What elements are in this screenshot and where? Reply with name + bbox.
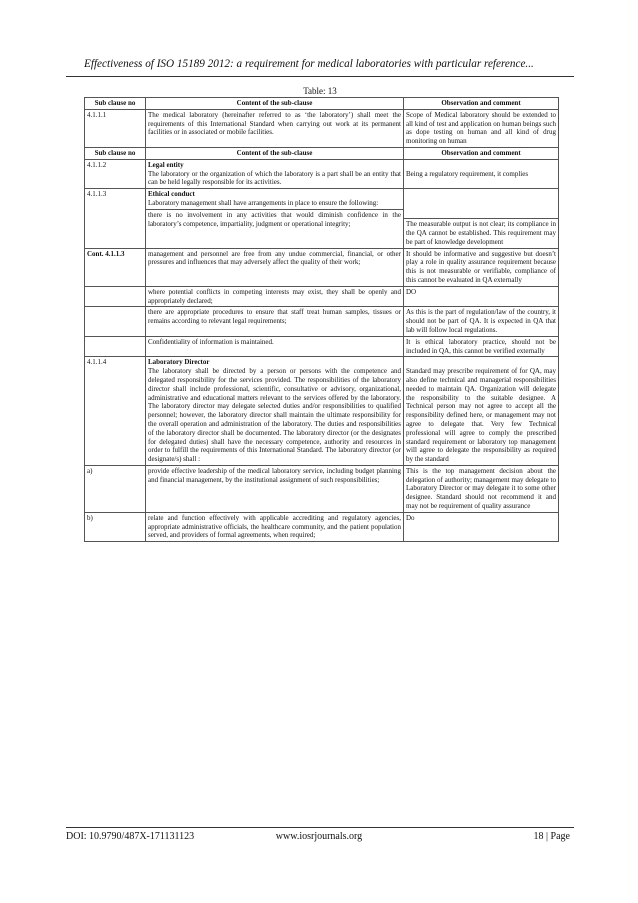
observation-comment: [404, 357, 559, 466]
observation-comment: Scope of Medical laboratory should be extended to all kind of test and application on human beings such as dope testing on human and all kind of drug monitoring on human: [404, 109, 559, 147]
subclause-content: [146, 357, 404, 466]
footer-page-number: 18 | Page: [533, 831, 570, 842]
subclause-text: there is no involvement in any activities that would diminish confidence in the laboratory’s competence, impartiality, judgment or operational integrity;: [148, 210, 401, 228]
observation-comment: [404, 189, 559, 248]
subclause-number: 4.1.1.1: [85, 109, 146, 147]
subclause-content: [146, 189, 404, 248]
observation-text: Being a regulatory requirement, it complies: [406, 169, 529, 178]
subclause-heading: Legal entity: [148, 160, 184, 169]
subclause-heading: Laboratory Director: [148, 358, 210, 367]
table-row: [85, 248, 559, 286]
subclause-content: provide effective leadership of the medical laboratory service, including budget planning and financial management, by the institutional assignment of such responsibilities;: [146, 465, 404, 512]
table-row: [85, 465, 559, 512]
col-header-observation: Observation and comment: [404, 147, 559, 159]
observation-comment: As this is the part of regulation/law of the country, it should not be part of QA. It is expected in QA that lab will follow local regulations.: [404, 307, 559, 336]
col-header-content: Content of the sub-clause: [146, 147, 404, 159]
table-row: [85, 109, 559, 147]
subclause-number: b): [85, 512, 146, 541]
col-header-subclause: Sub clause no: [85, 147, 146, 159]
table-row: [85, 336, 559, 357]
subclause-number: 4.1.1.2: [85, 159, 146, 188]
col-header-observation: Observation and comment: [404, 98, 559, 110]
running-header: Effectiveness of ISO 15189 2012: a requirement for medical laboratories with particular reference...: [84, 58, 534, 70]
table-caption: Table: 13: [303, 86, 337, 96]
table-row: [85, 512, 559, 541]
subclause-heading: Ethical conduct: [148, 190, 195, 199]
subclause-content: [146, 159, 404, 188]
observation-comment: This is the top management decision about the delegation of authority; management may delegate to Laboratory Director or may delegate it to some other designee. Standard should not recommend it and may not be requirement of quality assurance: [404, 465, 559, 512]
table-header-row-repeat: [85, 147, 559, 159]
observation-comment: [404, 159, 559, 188]
subclause-content: The medical laboratory (hereinafter referred to as ‘the laboratory’) shall meet the requirements of this International Standard when carrying out work at its permanent facilities or in associated or mobile facilities.: [146, 109, 404, 147]
observation-comment: Do: [404, 512, 559, 541]
subclause-number: 4.1.1.4: [85, 357, 146, 466]
observation-comment: It should be informative and suggestive but doesn’t play a role in quality assurance requirement because this is not measurable or verifiable, compliance of this cannot be evaluated in QA externally: [404, 248, 559, 286]
header-rule: [66, 76, 574, 77]
observation-text: The measurable output is not clear; its compliance in the QA cannot be established. This requirement may be part of knowledge development: [406, 220, 556, 246]
col-header-subclause: Sub clause no: [85, 98, 146, 110]
table-row: [85, 159, 559, 188]
table-row: [85, 307, 559, 336]
subclause-content: Confidentiality of information is maintained.: [146, 336, 404, 357]
subclause-number: a): [85, 465, 146, 512]
table-row: [85, 286, 559, 307]
footer-doi: DOI: 10.9790/487X-171131123: [66, 831, 195, 842]
subclause-content: where potential conflicts in competing interests may exist, they shall be openly and appropriately declared;: [146, 286, 404, 307]
col-header-content: Content of the sub-clause: [146, 98, 404, 110]
subclause-table: [84, 97, 559, 542]
subclause-text: The laboratory shall be directed by a person or persons with the competence and delegated responsibility for the services provided. The responsibilities of the laboratory director shall include professional, scientific, consultative or advisory, organizational, administrative and educational matters relevant to the services offered by the laboratory. The laboratory director may delegate selected duties and/or responsibilities to qualified personnel; however, the laboratory director shall maintain the ultimate responsibility for the overall operation and administration of the laboratory. The duties and responsibilities of the laboratory director shall be documented. The laboratory director (or the designates for delegated duties) shall have the necessary competence, authority and resources in order to fulfill the requirements of this International Standard. The laboratory director (or designate/s) shall :: [148, 367, 401, 464]
subclause-text: The laboratory or the organization of which the laboratory is a part shall be an entity that can be held legally responsible for its activities.: [148, 169, 401, 187]
table-row: [85, 357, 559, 466]
subclause-content: relate and function effectively with applicable accrediting and regulatory agencies, appropriate administrative officials, the healthcare community, and the patient population served, and providers of formal agreements, when required;: [146, 512, 404, 541]
footer-rule: [66, 827, 574, 828]
subclause-content: management and personnel are free from any undue commercial, financial, or other pressures and influences that may adversely affect the quality of their work;: [146, 248, 404, 286]
observation-comment: It is ethical laboratory practice, should not be included in QA, this cannot be verified externally: [404, 336, 559, 357]
table-header-row: [85, 98, 559, 110]
observation-text: Standard may prescribe requirement of for QA, may also define technical and managerial responsibilities needed to maintain QA. Organization will delegate the responsibility to the suitable designee. A Technical person may not agree to accept all the responsibility defined here, or management may not agree to delegate that. Very few Technical professional will agree to comply the prescribed standard requirement or laboratory top management will agree to delegate the responsibility as required by the standard: [406, 367, 556, 464]
subclause-content: there are appropriate procedures to ensure that staff treat human samples, tissues or remains according to relevant legal requirements;: [146, 307, 404, 336]
observation-comment: DO: [404, 286, 559, 307]
subclause-number: Cont. 4.1.1.3: [85, 248, 146, 286]
table-row: [85, 189, 559, 248]
footer-site: www.iosrjournals.org: [275, 831, 363, 842]
subclause-number: 4.1.1.3: [85, 189, 146, 248]
subclause-intro: Laboratory management shall have arrangements in place to ensure the following:: [148, 198, 379, 207]
